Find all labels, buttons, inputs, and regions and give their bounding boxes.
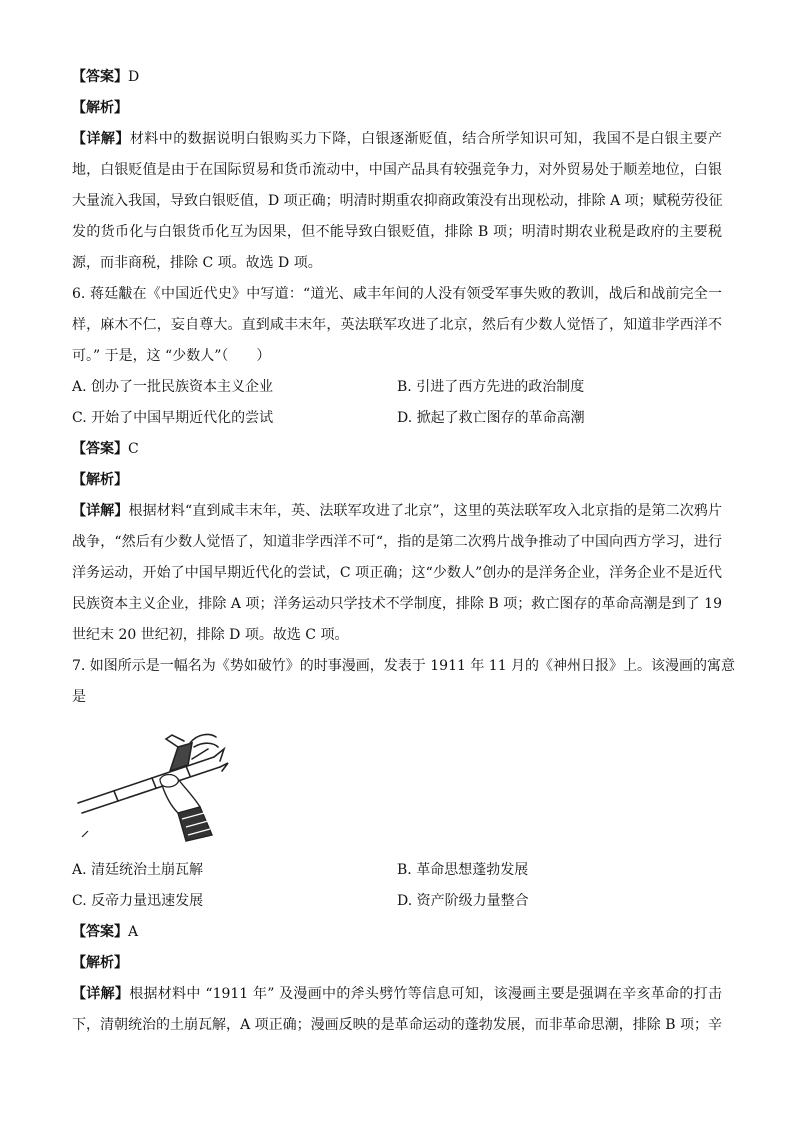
q5-detail-line: 发的货币化与白银货币化互为因果，但不能导致白银贬值，排除 B 项；明清时期农业税是政府的主要税 xyxy=(72,224,722,240)
answer-tag: 【答案】 xyxy=(72,69,128,85)
analysis-tag: 【解析】 xyxy=(72,955,128,971)
answer-value: C xyxy=(128,441,139,457)
q5-detail-line: 源，而非商税，排除 C 项。故选 D 项。 xyxy=(72,255,322,271)
detail-tag: 【详解】 xyxy=(72,503,129,519)
q7-detail-line: 【详解】根据材料中 “1911 年” 及漫画中的斧头劈竹等信息可知，该漫画主要是强调在辛亥革命的打击 xyxy=(72,986,723,1002)
q7-options-row xyxy=(72,886,722,917)
analysis-tag: 【解析】 xyxy=(72,100,128,116)
cartoon-axe-splitting-bamboo-image xyxy=(74,727,234,845)
q6-option-b: B. 引进了西方先进的政治制度 xyxy=(397,379,585,395)
detail-tag: 【详解】 xyxy=(72,131,130,147)
q7-option-b: B. 革命思想蓬勃发展 xyxy=(397,862,529,878)
q5-detail-line: 地，白银贬值是由于在国际贸易和货币流动中，中国产品具有较强竞争力，对外贸易处于顺差地位，白银 xyxy=(72,162,722,178)
q7-option-c: C. 反帝力量迅速发展 xyxy=(72,893,204,909)
q7-option-d: D. 资产阶级力量整合 xyxy=(397,893,529,909)
q6-detail-line: 洋务运动，开始了中国早期近代化的尝试，C 项正确；这“少数人”创办的是洋务企业，洋务企业不是近代 xyxy=(72,565,722,581)
q5-detail-line: 【详解】材料中的数据说明白银购买力下降，白银逐渐贬值，结合所学知识可知，我国不是白银主要产 xyxy=(72,131,723,147)
q6-options-row xyxy=(72,372,722,403)
analysis-tag: 【解析】 xyxy=(72,472,128,488)
q6-stem-line: 可。” 于是，这 “少数人”（ ） xyxy=(72,348,271,364)
q7-detail-line: 下，清朝统治的土崩瓦解，A 项正确；漫画反映的是革命运动的蓬勃发展，而非革命思潮，排除 B 项；辛 xyxy=(72,1017,722,1033)
q6-detail-line: 战争，“然后有少数人觉悟了，知道非学西洋不可“，指的是第二次鸦片战争推动了中国向西方学习，进行 xyxy=(72,534,722,550)
q6-detail-line: 【详解】根据材料“直到咸丰末年，英、法联军攻进了北京”，这里的英法联军攻入北京指的是第二次鸦片 xyxy=(72,503,723,519)
q6-detail-line: 世纪末 20 世纪初，排除 D 项。故选 C 项。 xyxy=(72,627,349,643)
q7-options-row xyxy=(72,855,722,886)
q5-detail-line: 大量流入我国，导致白银贬值，D 项正确；明清时期重农抑商政策没有出现松动，排除 A 项；赋税劳役征 xyxy=(72,193,723,209)
answer-value: D xyxy=(128,69,140,85)
q7-option-a: A. 清廷统治土崩瓦解 xyxy=(72,862,204,878)
q6-detail-line: 民族资本主义企业，排除 A 项；洋务运动只学技术不学制度，排除 B 项；救亡图存的革命高潮是到了 19 xyxy=(72,596,722,612)
q6-stem-line: 6. 蒋廷黻在《中国近代史》中写道：“道光、咸丰年间的人没有领受军事失败的教训，战后和战前完全一 xyxy=(72,286,722,302)
document-page xyxy=(72,62,736,1041)
q6-stem-line: 样，麻木不仁，妄自尊大。直到咸丰末年，英法联军攻进了北京，然后有少数人觉悟了，知道非学西洋不 xyxy=(72,317,722,333)
q7-stem-line: 是 xyxy=(72,689,86,705)
q7-analysis-heading xyxy=(72,948,722,979)
q6-option-d: D. 掀起了救亡图存的革命高潮 xyxy=(397,410,585,426)
q6-options-row xyxy=(72,403,722,434)
q7-answer xyxy=(72,917,722,948)
q6-analysis-heading xyxy=(72,465,722,496)
q5-answer xyxy=(72,62,722,93)
q6-answer xyxy=(72,434,722,465)
answer-tag: 【答案】 xyxy=(72,924,128,940)
q6-option-a: A. 创办了一批民族资本主义企业 xyxy=(72,379,274,395)
answer-value: A xyxy=(128,924,139,940)
q5-analysis-heading xyxy=(72,93,722,124)
answer-tag: 【答案】 xyxy=(72,441,128,457)
detail-tag: 【详解】 xyxy=(72,986,130,1002)
q7-stem-line: 7. 如图所示是一幅名为《势如破竹》的时事漫画，发表于 1911 年 11 月的《神州日报》上。该漫画的寓意 xyxy=(72,658,736,674)
q6-option-c: C. 开始了中国早期近代化的尝试 xyxy=(72,410,274,426)
